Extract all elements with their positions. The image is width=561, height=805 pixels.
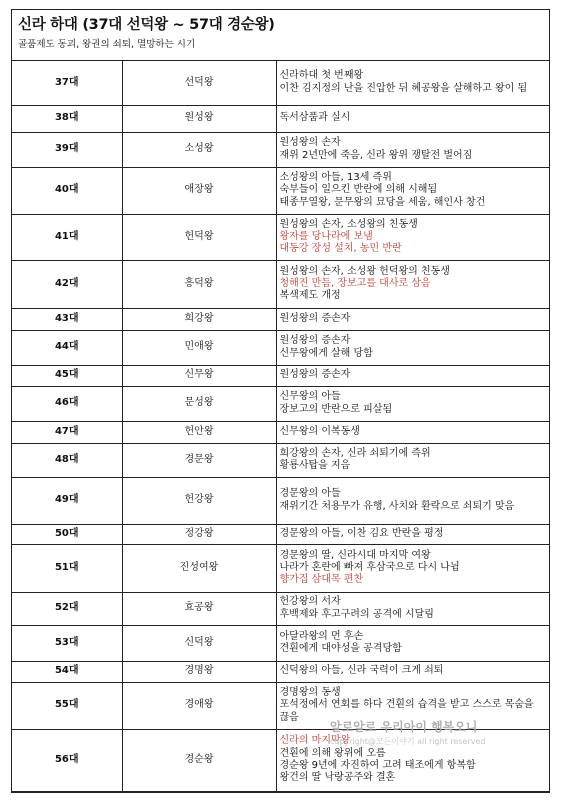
king-row (12, 682, 549, 729)
description-cell (276, 105, 549, 132)
description-cell (276, 421, 549, 443)
description-cell (276, 682, 549, 729)
watermark-line1: 알로알로 우리아이 행복오니 (330, 720, 478, 734)
king-name-cell: 헌덕왕 (122, 214, 276, 260)
description-line: 신무왕의 아들 (279, 391, 341, 403)
description-cell (276, 524, 549, 544)
description-line: 후백제와 후고구려의 공격에 시달림 (279, 608, 434, 620)
king-row (12, 477, 549, 524)
king-name-cell: 흥덕왕 (122, 260, 276, 308)
description-line: 원성왕의 손자 (279, 137, 341, 149)
generation-cell: 51대 (12, 544, 122, 592)
description-line: 재위기간 처용무가 유행, 사치와 환락으로 쇠퇴기 맞음 (279, 500, 515, 512)
description-line: 아달라왕의 먼 후손 (279, 630, 364, 642)
description-line: 경문왕의 딸, 신라시대 마지막 여왕 (279, 549, 431, 561)
description-line: 경문왕의 아들 (279, 488, 341, 500)
king-row (12, 365, 549, 386)
description-cell (276, 625, 549, 661)
king-row (12, 132, 549, 167)
description-line: 희강왕의 손자, 신라 쇠퇴기에 즉위 (279, 447, 431, 459)
generation-cell: 40대 (12, 167, 122, 214)
king-name-cell: 희강왕 (122, 308, 276, 330)
description-line: 경순왕 9년에 자진하여 고려 태조에게 항복함 (279, 760, 476, 771)
description-cell (276, 132, 549, 167)
king-row (12, 386, 549, 421)
description-line: 독서삼품과 실시 (279, 112, 351, 124)
description-line: 원성왕의 증손자 (279, 312, 351, 324)
kings-table (12, 61, 549, 792)
description-cell (276, 365, 549, 386)
description-line: 원성왕의 증손자 (279, 335, 351, 347)
description-cell (276, 330, 549, 365)
king-row (12, 308, 549, 330)
king-row (12, 260, 549, 308)
description-line: 견훤에게 대야성을 공격당함 (279, 643, 402, 654)
generation-cell: 47대 (12, 421, 122, 443)
description-line: 원성왕의 증손자 (279, 369, 351, 381)
description-line: 복색제도 개정 (279, 290, 341, 302)
king-name-cell: 원성왕 (122, 105, 276, 132)
description-line: 나라가 혼란에 빠져 후삼국으로 다시 나뉨 (279, 561, 460, 573)
generation-cell: 43대 (12, 308, 122, 330)
king-row (12, 330, 549, 365)
king-row (12, 214, 549, 260)
king-name-cell: 경명왕 (122, 661, 276, 682)
generation-cell: 41대 (12, 214, 122, 260)
description-line: 황룡사탑을 지음 (279, 460, 351, 471)
description-line: 향가집 삼대목 편찬 (279, 574, 364, 586)
king-name-cell: 선덕왕 (122, 61, 276, 105)
king-row (12, 729, 549, 791)
generation-cell: 52대 (12, 592, 122, 625)
king-name-cell: 민애왕 (122, 330, 276, 365)
description-cell (276, 729, 549, 791)
generation-cell: 49대 (12, 477, 122, 524)
king-name-cell: 경순왕 (122, 729, 276, 791)
description-line: 신덕왕의 아들, 신라 국력이 크게 쇠퇴 (279, 665, 444, 677)
description-cell (276, 443, 549, 477)
description-line: 태종무열왕, 문무왕의 묘당을 세움, 해인사 창건 (279, 196, 486, 208)
generation-cell: 38대 (12, 105, 122, 132)
description-line: 헌강왕의 서자 (279, 596, 341, 608)
description-line: 숙부들이 일으킨 반란에 의해 시해됨 (279, 184, 438, 196)
generation-cell: 37대 (12, 61, 122, 105)
king-row (12, 443, 549, 477)
description-line: 원성왕의 손자, 소성왕의 친동생 (279, 218, 418, 230)
description-line: 장보고의 반란으로 피살됨 (279, 403, 393, 415)
king-row (12, 421, 549, 443)
generation-cell: 44대 (12, 330, 122, 365)
sheet-subtitle: 골품제도 동괴, 왕권의 쇠퇴, 멸망하는 시기 (18, 39, 196, 50)
description-cell (276, 308, 549, 330)
description-line: 소성왕의 아들, 13세 즉위 (279, 172, 392, 184)
description-line: 경명왕의 동생 (279, 687, 341, 699)
king-name-cell: 헌안왕 (122, 421, 276, 443)
description-cell (276, 544, 549, 592)
generation-cell: 42대 (12, 260, 122, 308)
king-name-cell: 신무왕 (122, 365, 276, 386)
description-line: 신무왕에게 살해 당함 (279, 347, 373, 359)
generation-cell: 45대 (12, 365, 122, 386)
generation-cell: 55대 (12, 682, 122, 729)
king-row (12, 105, 549, 132)
sheet-title: 신라 하대 (37대 선덕왕 ~ 57대 경순왕) (18, 17, 275, 33)
description-line: 대동강 장성 설치, 농민 반란 (279, 243, 402, 255)
description-cell (276, 61, 549, 105)
description-line: 왕건의 딸 낙랑공주와 결혼 (279, 772, 396, 784)
king-name-cell: 진성여왕 (122, 544, 276, 592)
description-cell (276, 214, 549, 260)
generation-cell: 53대 (12, 625, 122, 661)
king-row (12, 167, 549, 214)
description-line: 포석정에서 연회를 하다 견훤의 습격을 받고 스스로 목숨을 끊음 (279, 699, 534, 723)
king-name-cell: 헌강왕 (122, 477, 276, 524)
description-line: 재위 2년만에 죽음, 신라 왕위 쟁탈전 벌어짐 (279, 149, 473, 161)
king-row (12, 592, 549, 625)
description-cell (276, 167, 549, 214)
king-row (12, 524, 549, 544)
description-line: 신라의 마지막왕 (279, 735, 351, 747)
king-row (12, 625, 549, 661)
king-name-cell: 정강왕 (122, 524, 276, 544)
generation-cell: 39대 (12, 132, 122, 167)
description-line: 경문왕의 아들, 이찬 김요 반란을 평정 (279, 527, 444, 539)
description-cell (276, 386, 549, 421)
description-line: 원성왕의 손자, 소성왕 헌덕왕의 친동생 (279, 265, 450, 277)
watermark-line2: copyright@모든이야기 all right reserved (330, 737, 486, 746)
description-line: 신라하대 첫 번째왕 (279, 70, 364, 82)
king-row (12, 661, 549, 682)
description-cell (276, 477, 549, 524)
sheet-header (12, 10, 549, 61)
king-name-cell: 경문왕 (122, 443, 276, 477)
king-name-cell: 효공왕 (122, 592, 276, 625)
generation-cell: 56대 (12, 729, 122, 791)
description-line: 신무왕의 이복동생 (279, 425, 360, 437)
king-row (12, 544, 549, 592)
history-sheet (11, 9, 550, 793)
generation-cell: 46대 (12, 386, 122, 421)
king-row (12, 61, 549, 105)
description-line: 왕자를 당나라에 보냄 (279, 230, 373, 242)
generation-cell: 48대 (12, 443, 122, 477)
description-line: 이찬 김지정의 난을 진압한 뒤 혜공왕을 살해하고 왕이 됨 (279, 82, 528, 94)
king-name-cell: 경애왕 (122, 682, 276, 729)
king-name-cell: 문성왕 (122, 386, 276, 421)
generation-cell: 50대 (12, 524, 122, 544)
description-line: 견훤에 의해 왕위에 오름 (279, 747, 386, 759)
description-line: 청해진 만듬, 장보고를 대사로 삼음 (279, 277, 431, 289)
king-name-cell: 신덕왕 (122, 625, 276, 661)
description-cell (276, 661, 549, 682)
king-name-cell: 애장왕 (122, 167, 276, 214)
king-name-cell: 소성왕 (122, 132, 276, 167)
description-cell (276, 592, 549, 625)
description-cell (276, 260, 549, 308)
generation-cell: 54대 (12, 661, 122, 682)
